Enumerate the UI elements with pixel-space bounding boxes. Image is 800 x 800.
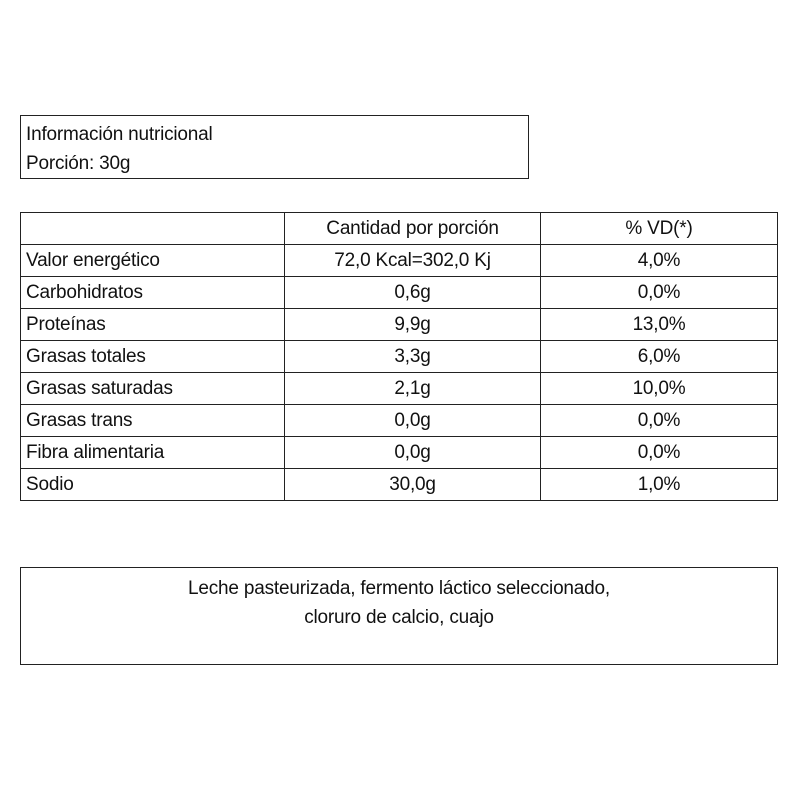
nutrient-amount: 0,0g [285, 405, 541, 437]
nutrition-table [20, 212, 778, 501]
column-header-amount: Cantidad por porción [285, 213, 541, 245]
nutrient-name: Proteínas [21, 309, 285, 341]
nutrient-name: Valor energético [21, 245, 285, 277]
column-header-dv: % VD(*) [541, 213, 778, 245]
ingredients-box [20, 567, 778, 665]
nutrient-dv: 6,0% [541, 341, 778, 373]
nutrient-name: Grasas trans [21, 405, 285, 437]
nutrition-info-header [20, 115, 529, 179]
table-row [21, 277, 778, 309]
header-title: Información nutricional [26, 124, 213, 145]
nutrient-amount: 0,0g [285, 437, 541, 469]
table-row [21, 437, 778, 469]
nutrient-amount: 0,6g [285, 277, 541, 309]
table-row [21, 309, 778, 341]
nutrient-dv: 0,0% [541, 437, 778, 469]
ingredients-line-2: cloruro de calcio, cuajo [304, 607, 494, 628]
nutrient-dv: 4,0% [541, 245, 778, 277]
nutrient-amount: 30,0g [285, 469, 541, 501]
table-row [21, 245, 778, 277]
nutrient-amount: 2,1g [285, 373, 541, 405]
nutrient-dv: 0,0% [541, 277, 778, 309]
nutrient-amount: 72,0 Kcal=302,0 Kj [285, 245, 541, 277]
table-row [21, 405, 778, 437]
nutrient-amount: 3,3g [285, 341, 541, 373]
nutrient-dv: 1,0% [541, 469, 778, 501]
nutrient-dv: 13,0% [541, 309, 778, 341]
portion-size: Porción: 30g [26, 153, 131, 174]
table-row [21, 373, 778, 405]
ingredients-line-1: Leche pasteurizada, fermento láctico seleccionado, [188, 578, 610, 599]
nutrient-name: Fibra alimentaria [21, 437, 285, 469]
nutrient-amount: 9,9g [285, 309, 541, 341]
table-row [21, 469, 778, 501]
nutrient-name: Carbohidratos [21, 277, 285, 309]
nutrient-name: Grasas saturadas [21, 373, 285, 405]
nutrient-name: Grasas totales [21, 341, 285, 373]
column-header-nutrient [21, 213, 285, 245]
nutrient-name: Sodio [21, 469, 285, 501]
table-header-row [21, 213, 778, 245]
table-row [21, 341, 778, 373]
nutrient-dv: 0,0% [541, 405, 778, 437]
nutrient-dv: 10,0% [541, 373, 778, 405]
